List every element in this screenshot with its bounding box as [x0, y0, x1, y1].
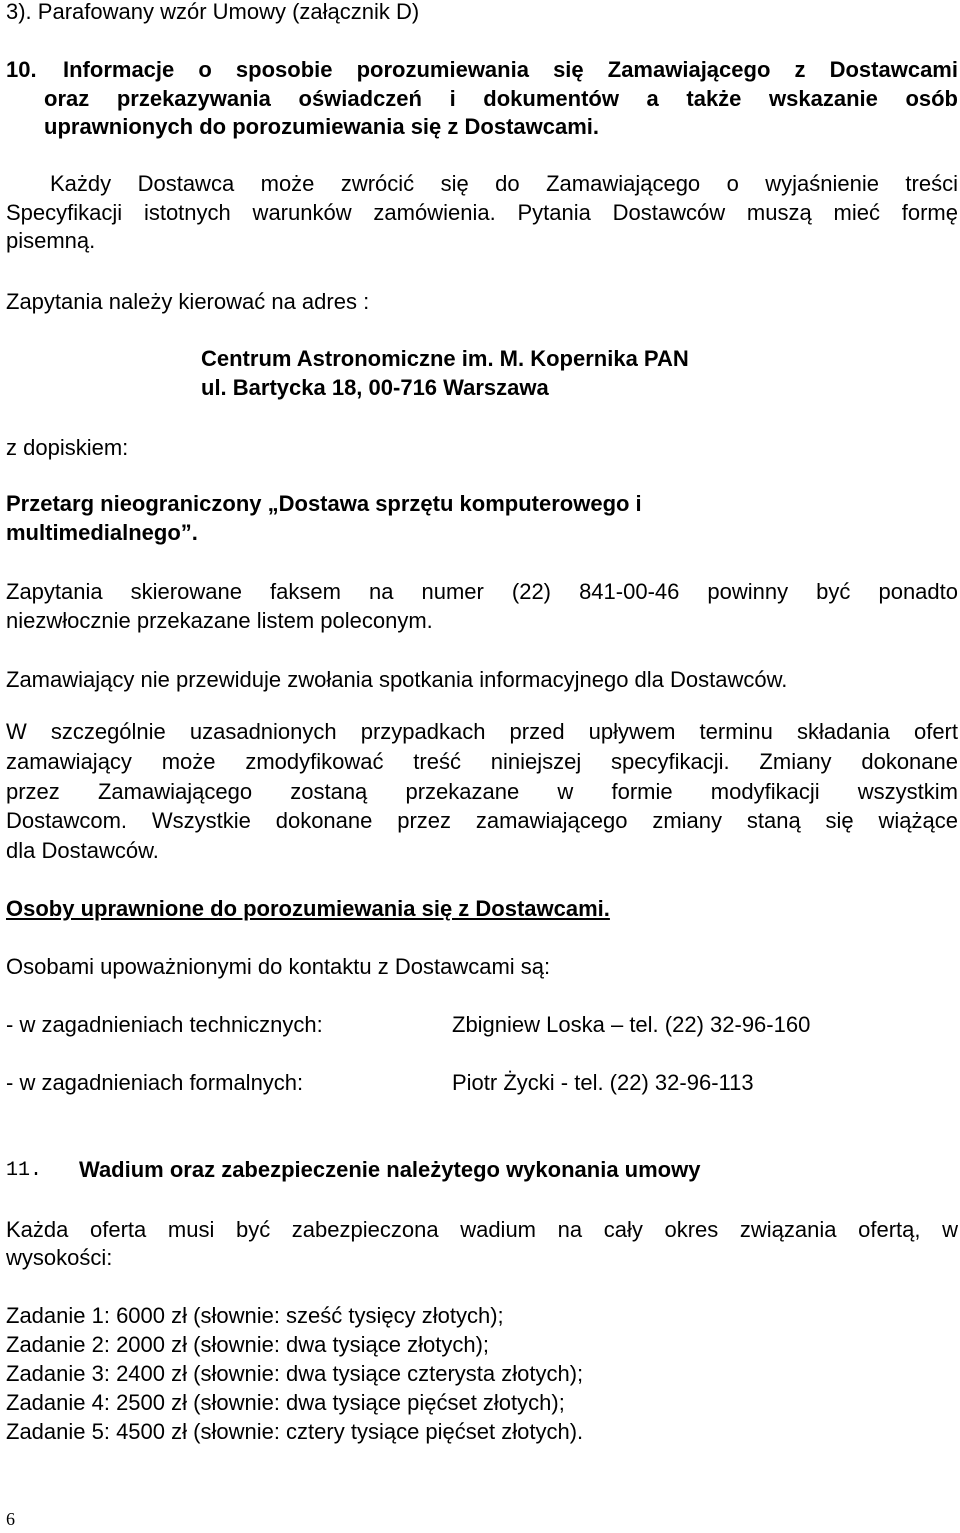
section-11-number: 11. — [6, 1159, 43, 1182]
contact-person-technical: Zbigniew Loska – tel. (22) 32-96-160 — [452, 1012, 811, 1037]
modification-line-3: przez Zamawiającego zostaną przekazane w formie modyfikacji wszystkim — [6, 779, 958, 804]
annotation-line-2: multimedialnego”. — [6, 520, 198, 545]
contact-area-formal: - w zagadnieniach formalnych: — [6, 1070, 304, 1095]
contact-person-formal: Piotr Życki - tel. (22) 32-96-113 — [452, 1070, 754, 1095]
page-number: 6 — [6, 1509, 15, 1529]
section-10-title-line-1: Informacje o sposobie porozumiewania się Zamawiającego z Dostawcami — [63, 57, 958, 82]
item-3-line: 3). Parafowany wzór Umowy (załącznik D) — [6, 0, 420, 24]
fax-line-2: niezwłocznie przekazane listem poleconym. — [6, 608, 433, 633]
address-line-2: ul. Bartycka 18, 00-716 Warszawa — [201, 375, 549, 400]
modification-line-4: Dostawcom. Wszystkie dokonane przez zamawiającego zmiany staną się wiążące — [6, 808, 958, 833]
fax-line-1: Zapytania skierowane faksem na numer (22) 841-00-46 powinny być ponadto — [6, 579, 958, 604]
task-4-line: Zadanie 4: 2500 zł (słownie: dwa tysiące pięćset złotych); — [6, 1390, 565, 1415]
modification-line-1: W szczególnie uzasadnionych przypadkach przed upływem terminu składania ofert — [6, 719, 958, 744]
deposit-intro-line-1: Każda oferta musi być zabezpieczona wadium na cały okres związania ofertą, w — [6, 1217, 958, 1242]
modification-line-5: dla Dostawców. — [6, 838, 159, 863]
persons-heading: Osoby uprawnione do porozumiewania się z Dostawcami. — [6, 896, 610, 921]
modification-line-2: zamawiający może zmodyfikować treść niniejszej specyfikacji. Zmiany dokonane — [6, 749, 958, 774]
annotation-line-1: Przetarg nieograniczony „Dostawa sprzętu komputerowego i — [6, 491, 642, 516]
task-1-line: Zadanie 1: 6000 zł (słownie: sześć tysięcy złotych); — [6, 1303, 504, 1328]
section-10-title-line-3: uprawnionych do porozumiewania się z Dostawcami. — [44, 114, 599, 139]
clarification-line-2: Specyfikacji istotnych warunków zamówienia. Pytania Dostawców muszą mieć formę — [6, 200, 958, 225]
clarification-line-3: pisemną. — [6, 228, 96, 253]
section-10-number: 10. — [6, 57, 37, 82]
address-intro: Zapytania należy kierować na adres : — [6, 289, 370, 314]
section-11-title: Wadium oraz zabezpieczenie należytego wykonania umowy — [79, 1157, 701, 1182]
persons-intro: Osobami upoważnionymi do kontaktu z Dostawcami są: — [6, 954, 551, 979]
address-line-1: Centrum Astronomiczne im. M. Kopernika PAN — [201, 346, 689, 371]
task-5-line: Zadanie 5: 4500 zł (słownie: cztery tysiące pięćset złotych). — [6, 1419, 584, 1444]
meeting-line: Zamawiający nie przewiduje zwołania spotkania informacyjnego dla Dostawców. — [6, 667, 788, 692]
clarification-line-1: Każdy Dostawca może zwrócić się do Zamawiającego o wyjaśnienie treści — [50, 171, 958, 196]
deposit-intro-line-2: wysokości: — [6, 1245, 113, 1270]
contact-area-technical: - w zagadnieniach technicznych: — [6, 1012, 323, 1037]
task-2-line: Zadanie 2: 2000 zł (słownie: dwa tysiące złotych); — [6, 1332, 490, 1357]
section-10-title-line-2: oraz przekazywania oświadczeń i dokumentów a także wskazanie osób — [44, 86, 958, 111]
task-3-line: Zadanie 3: 2400 zł (słownie: dwa tysiące czterysta złotych); — [6, 1361, 584, 1386]
annotation-label: z dopiskiem: — [6, 435, 129, 460]
